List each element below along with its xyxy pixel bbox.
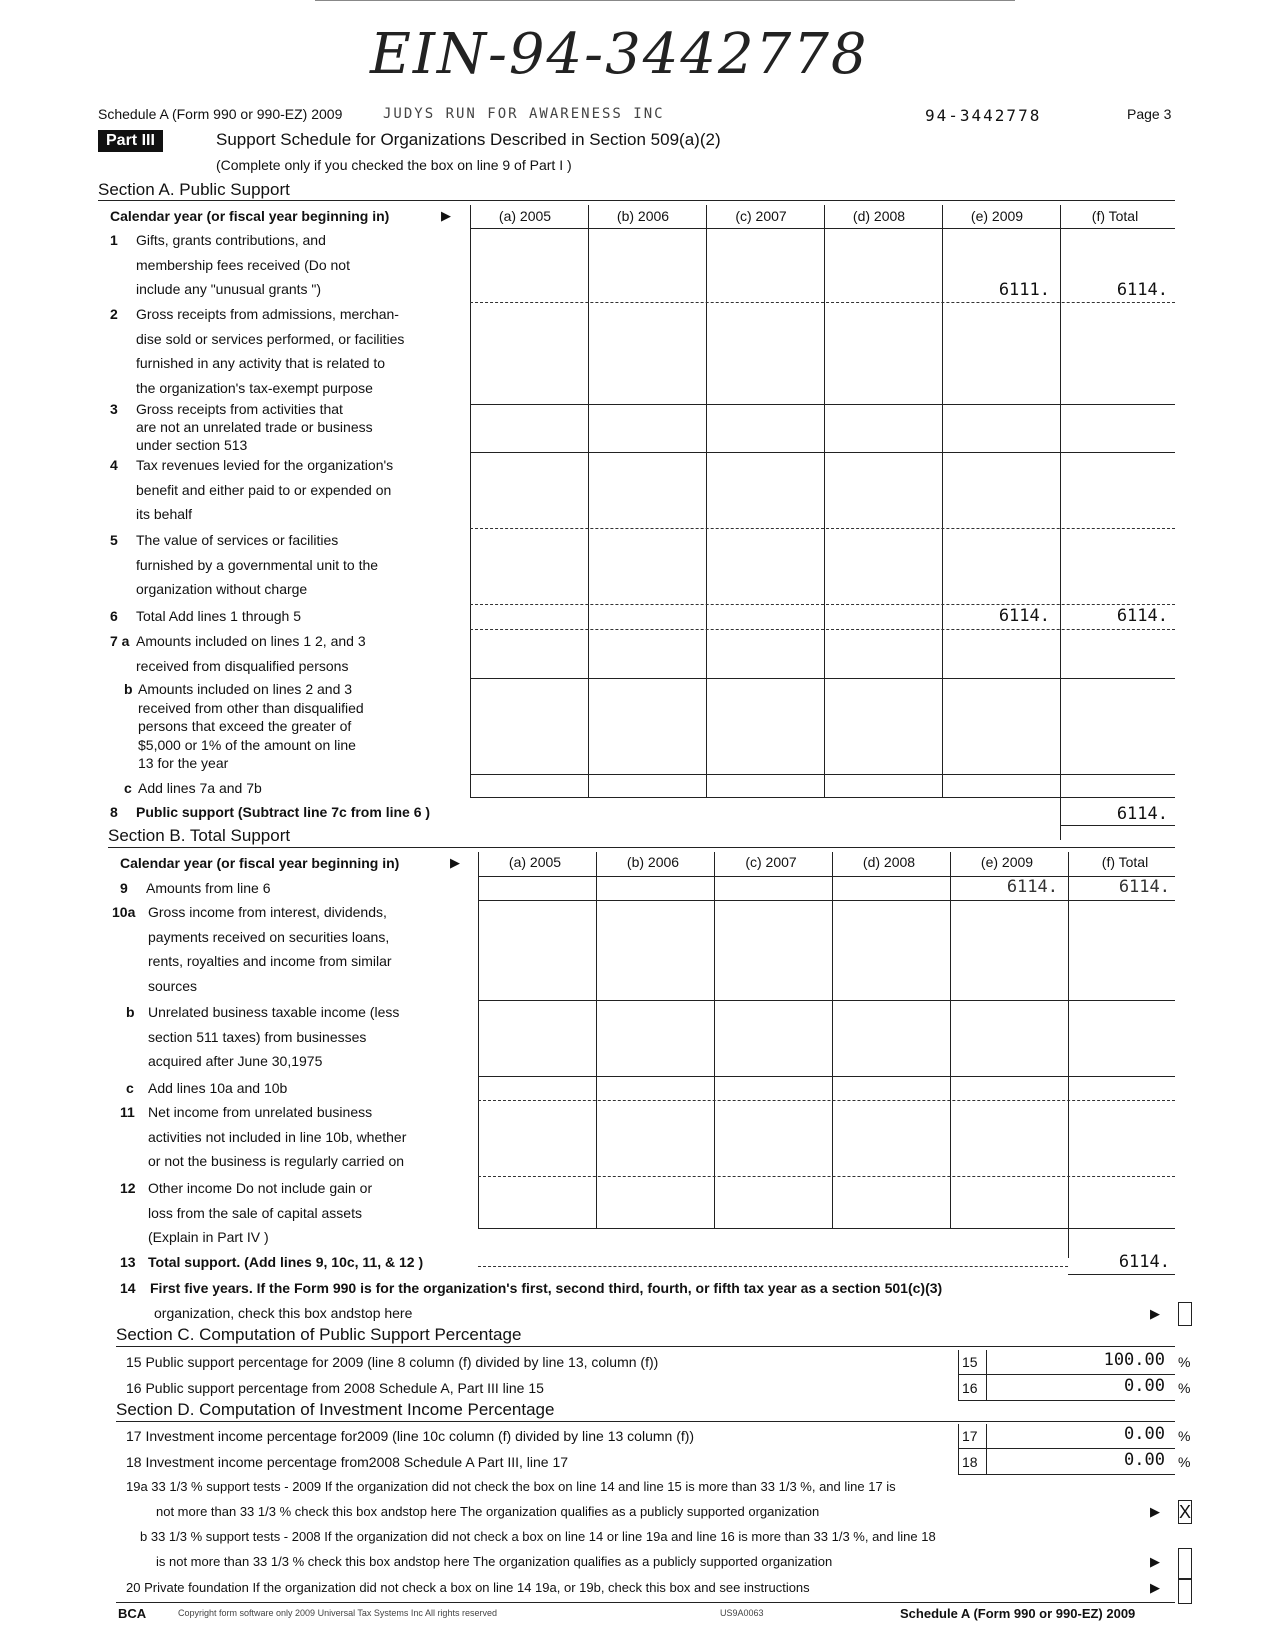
row-rule bbox=[958, 1474, 1175, 1475]
arrow-right-icon: ▶ bbox=[441, 208, 451, 223]
line-16-label: 16 Public support percentage from 2008 Schedule A, Part III line 15 bbox=[126, 1380, 544, 1396]
line-19b-checkbox[interactable] bbox=[1178, 1548, 1192, 1580]
part-subtitle: (Complete only if you checked the box on line 9 of Part I ) bbox=[216, 157, 572, 173]
line-10b-label: b Unrelated business taxable income (less section 511 taxes) from businesses acquired after June 30,1975 bbox=[126, 1004, 400, 1069]
line-11-label: 11 Net income from unrelated business activities not included in line 10b, whether or not the business is regularly carried on bbox=[120, 1104, 407, 1169]
line-9-f-value: 6114. bbox=[1118, 877, 1170, 897]
grid-v bbox=[1068, 852, 1069, 1258]
line-19b-label: b 33 1/3 % support tests - 2008 If the organization did not check a box on line 14 or line 19a and line 16 is more than 33 1/3 %, and line 18 is not more than 33 1/3 % check this box andstop here The organization qualifies as a publicly supported organization bbox=[140, 1529, 936, 1569]
calendar-label-b: Calendar year (or fiscal year beginning in) bbox=[120, 855, 400, 871]
line-20-checkbox[interactable] bbox=[1178, 1578, 1192, 1604]
line-6-e-value: 6114. bbox=[998, 606, 1050, 626]
line-13-f-value: 6114. bbox=[1118, 1252, 1170, 1272]
line-14-checkbox[interactable] bbox=[1178, 1302, 1192, 1326]
grid-v bbox=[832, 852, 833, 1228]
line-18-number: 18 bbox=[962, 1454, 978, 1470]
row-rule bbox=[958, 1374, 1175, 1375]
row-rule bbox=[958, 1448, 1175, 1449]
grid-v bbox=[588, 205, 589, 797]
part-badge: Part III bbox=[98, 130, 163, 152]
grid-v bbox=[470, 205, 471, 797]
col-c: (c) 2007 bbox=[735, 208, 787, 224]
grid-v bbox=[706, 205, 707, 797]
grid-v bbox=[824, 205, 825, 797]
col-d: (d) 2008 bbox=[852, 208, 906, 224]
row-rule bbox=[1060, 825, 1175, 826]
line-1-e-value: 6111. bbox=[998, 280, 1050, 300]
row-rule bbox=[470, 404, 1175, 405]
line-13-label: 13 Total support. (Add lines 9, 10c, 11, & 12 ) bbox=[120, 1254, 424, 1270]
line-3-label: 3 Gross receipts from activities that are not an unrelated trade or business under section 513 bbox=[110, 401, 373, 453]
section-b-title: Section B. Total Support bbox=[108, 826, 291, 845]
page-number: Page 3 bbox=[1127, 106, 1172, 122]
line-15-percent: % bbox=[1178, 1354, 1191, 1370]
rule bbox=[470, 228, 1175, 229]
line-9-e-value: 6114. bbox=[1006, 877, 1058, 897]
top-edge bbox=[315, 0, 1015, 1]
line-18-label: 18 Investment income percentage from2008 Schedule A Part III, line 17 bbox=[126, 1454, 569, 1470]
line-7b-label: b Amounts included on lines 2 and 3 received from other than disqualified persons that exceed the greater of $5,000 or 1% of the amount on line 13 for the year bbox=[124, 681, 364, 771]
footer-bca: BCA bbox=[118, 1606, 147, 1621]
line-10a-label: 10a Gross income from interest, dividends, payments received on securities loans, rents, royalties and income from similar sources bbox=[112, 904, 392, 994]
line-17-percent: % bbox=[1178, 1428, 1191, 1444]
line-8-f-value: 6114. bbox=[1116, 804, 1168, 824]
org-name: JUDYS RUN FOR AWARENESS INC bbox=[383, 106, 665, 122]
line-14-label: 14 First five years. If the Form 990 is for the organization's first, second third, fourth, or fifth tax year as a section 501(c)(3) organization, check this box andstop here bbox=[120, 1280, 943, 1321]
col-b-a: (a) 2005 bbox=[508, 854, 562, 870]
line-17-label: 17 Investment income percentage for2009 (line 10c column (f) divided by line 13 column (f)) bbox=[126, 1428, 695, 1444]
col-b: (b) 2006 bbox=[616, 208, 670, 224]
footer-copyright: Copyright form software only 2009 Universal Tax Systems Inc All rights reserved bbox=[178, 1608, 497, 1618]
footer-code: US9A0063 bbox=[720, 1608, 764, 1618]
line-8-label: 8 Public support (Subtract line 7c from line 6 ) bbox=[110, 804, 431, 820]
col-b-b: (b) 2006 bbox=[626, 854, 680, 870]
rule bbox=[116, 1421, 1175, 1422]
row-rule bbox=[958, 1400, 1175, 1401]
line-5-label: 5 The value of services or facilities furnished by a governmental unit to the organization without charge bbox=[110, 532, 379, 597]
row-rule bbox=[470, 604, 1175, 605]
row-rule bbox=[470, 678, 1175, 679]
row-rule bbox=[470, 302, 1175, 303]
line-16-value: 0.00 bbox=[1124, 1376, 1165, 1396]
arrow-right-icon: ▶ bbox=[1150, 1306, 1160, 1321]
rule bbox=[116, 1602, 1175, 1603]
row-rule bbox=[478, 1000, 1175, 1001]
col-b-f: (f) Total bbox=[1101, 854, 1149, 870]
col-f: (f) Total bbox=[1091, 208, 1139, 224]
arrow-right-icon: ▶ bbox=[1150, 1504, 1160, 1519]
grid-v bbox=[478, 852, 479, 1228]
row-rule bbox=[470, 629, 1175, 630]
line-2-label: 2 Gross receipts from admissions, merchan- dise sold or services performed, or facilities furnished in any activity that is related to the organization's tax-exempt purpose bbox=[110, 306, 405, 396]
line-18-percent: % bbox=[1178, 1454, 1191, 1470]
grid-v bbox=[958, 1424, 959, 1474]
arrow-right-icon: ▶ bbox=[1150, 1554, 1160, 1569]
line-12-label: 12 Other income Do not include gain or loss from the sale of capital assets (Explain in Part IV ) bbox=[120, 1180, 373, 1245]
line-16-percent: % bbox=[1178, 1380, 1191, 1396]
col-b-e: (e) 2009 bbox=[980, 854, 1034, 870]
grid-v bbox=[958, 1350, 959, 1400]
grid-v bbox=[714, 852, 715, 1228]
col-a: (a) 2005 bbox=[498, 208, 552, 224]
line-1-label: 1 Gifts, grants contributions, and membership fees received (Do not include any "unusual grants ") bbox=[110, 232, 350, 297]
grid-v bbox=[950, 852, 951, 1228]
line-10c-label: c Add lines 10a and 10b bbox=[126, 1080, 288, 1096]
row-rule bbox=[478, 1076, 1175, 1077]
line-4-label: 4 Tax revenues levied for the organization's benefit and either paid to or expended on its behalf bbox=[110, 457, 394, 522]
handwritten-ein: EIN-94-3442778 bbox=[370, 22, 869, 87]
row-rule bbox=[478, 1228, 1175, 1229]
row-rule bbox=[478, 1176, 1175, 1177]
grid-v bbox=[986, 1424, 987, 1474]
row-rule bbox=[470, 528, 1175, 529]
line-19a-checkbox[interactable]: X bbox=[1179, 1502, 1192, 1522]
row-rule bbox=[470, 797, 1175, 798]
footer-schedule: Schedule A (Form 990 or 990-EZ) 2009 bbox=[900, 1606, 1136, 1621]
row-rule bbox=[470, 774, 1175, 775]
line-15-label: 15 Public support percentage for 2009 (line 8 column (f) divided by line 13, column (f)) bbox=[126, 1354, 659, 1370]
arrow-right-icon: ▶ bbox=[450, 855, 460, 870]
line-17-value: 0.00 bbox=[1124, 1424, 1165, 1444]
grid-v bbox=[1060, 205, 1061, 840]
rule bbox=[108, 847, 1175, 848]
row-rule bbox=[478, 1100, 1175, 1101]
row-rule bbox=[478, 1266, 1068, 1267]
line-16-number: 16 bbox=[962, 1380, 978, 1396]
row-rule bbox=[1068, 1274, 1175, 1275]
header-ein: 94-3442778 bbox=[925, 106, 1042, 125]
row-rule bbox=[478, 900, 1175, 901]
line-15-number: 15 bbox=[962, 1354, 978, 1370]
section-d-title: Section D. Computation of Investment Income Percentage bbox=[116, 1400, 555, 1419]
section-c-title: Section C. Computation of Public Support Percentage bbox=[116, 1325, 522, 1344]
section-a-title: Section A. Public Support bbox=[98, 180, 290, 199]
line-18-value: 0.00 bbox=[1124, 1450, 1165, 1470]
col-b-d: (d) 2008 bbox=[862, 854, 916, 870]
rule bbox=[116, 1346, 1175, 1347]
part-title: Support Schedule for Organizations Described in Section 509(a)(2) bbox=[216, 130, 721, 149]
line-20-label: 20 Private foundation If the organization did not check a box on line 14 19a, or 19b, check this box and see instructions bbox=[126, 1580, 810, 1595]
line-7a-label: 7 a Amounts included on lines 1 2, and 3 received from disqualified persons bbox=[110, 633, 366, 674]
grid-v bbox=[596, 852, 597, 1228]
line-17-number: 17 bbox=[962, 1428, 978, 1444]
line-6-label: 6 Total Add lines 1 through 5 bbox=[110, 608, 302, 624]
line-19a-label: 19a 33 1/3 % support tests - 2009 If the organization did not check the box on line 14 and line 15 is more than 33 1/3 %, and line 17 is not more than 33 1/3 % check this box andstop here The organization qualifies as a publicly supported organization bbox=[126, 1479, 896, 1519]
col-e: (e) 2009 bbox=[970, 208, 1024, 224]
schedule-header: Schedule A (Form 990 or 990-EZ) 2009 bbox=[98, 106, 343, 122]
rule bbox=[98, 200, 1175, 201]
grid-v bbox=[986, 1350, 987, 1400]
line-7c-label: c Add lines 7a and 7b bbox=[124, 780, 262, 796]
row-rule bbox=[470, 452, 1175, 453]
calendar-label: Calendar year (or fiscal year beginning in) bbox=[110, 208, 390, 224]
col-b-c: (c) 2007 bbox=[745, 854, 797, 870]
line-6-f-value: 6114. bbox=[1116, 606, 1168, 626]
line-9-label: 9 Amounts from line 6 bbox=[120, 880, 271, 896]
line-1-f-value: 6114. bbox=[1116, 280, 1168, 300]
grid-v bbox=[942, 205, 943, 797]
line-15-value: 100.00 bbox=[1103, 1350, 1165, 1370]
arrow-right-icon: ▶ bbox=[1150, 1580, 1160, 1595]
